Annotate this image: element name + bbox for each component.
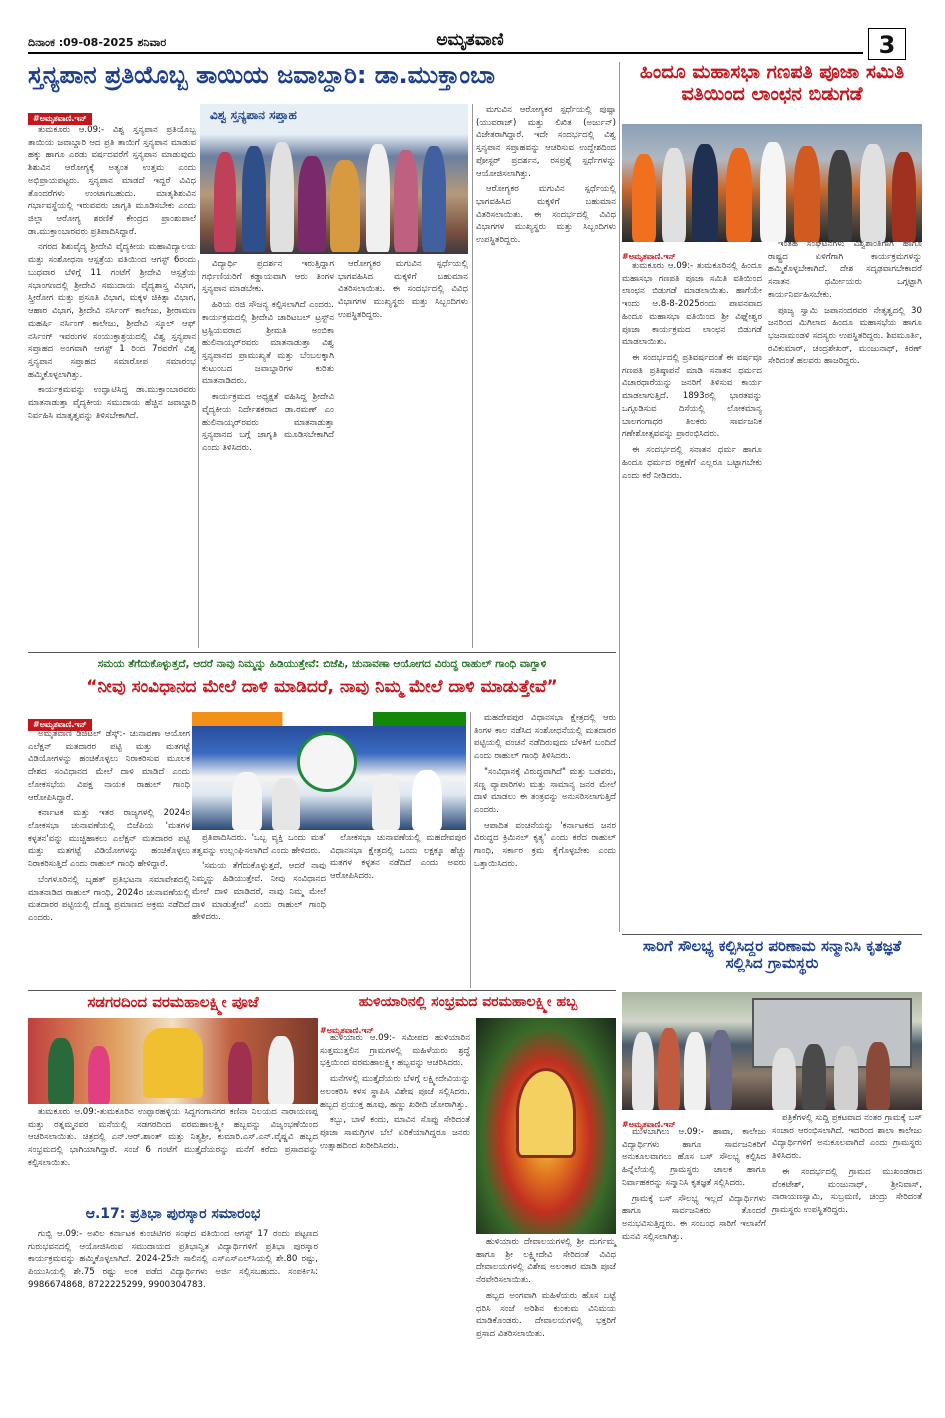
story3-para: "ಸಂವಿಧಾನಕ್ಕೆ ವಿರುದ್ಧವಾಗಿದೆ" ಮತ್ತು ಬಡವರು, ಸಣ್ಣ ವ್ಯಾಪಾರಿಗಳು ಮತ್ತು ಸಾಮಾನ್ಯ ಜನರ ಮೇಲೆ ದಾಳಿ ಮಾಡಲು ಈ ತಂತ್ರವನ್ನು ಅನುಸರಿಸಲಾಗುತ್ತಿದೆ ಎಂದರು. [474, 766, 616, 816]
story4-headline: ಸಡಗರದಿಂದ ವರಮಹಾಲಕ್ಷ್ಮೀ ಪೂಜೆ [87, 993, 259, 1011]
story1-para: ಮಗುವಿನ ಆರೋಗ್ಯಕರ ಸ್ಪರ್ಧೆಯಲ್ಲಿ ಪುಷ್ಪಾ (ಯುವರಾಜ್) ಮತ್ತು ಲಿಖಿತ (ಅರ್ಜುನ್) ವಿಜೇತರಾಗಿದ್ದಾರೆ. ಇದೇ ಸಂದರ್ಭದಲ್ಲಿ ವಿಶ್ವ ಸ್ತನ್ಯಪಾನ ಸಪ್ತಾಹವನ್ನು ಆಚರಿಸುವ ಉದ್ದೇಶದಿಂದ ಪೋಸ್ಟರ್ ಪ್ರದರ್ಶನ, ರಸಪ್ರಶ್ನೆ ಸ್ಪರ್ಧೆಗಳನ್ನು ಆಯೋಜಿಸಲಾಗಿತ್ತು. [476, 105, 616, 179]
story2-byline: #ಅಮೃತವಾಣಿ.ಇನ್ [622, 252, 676, 261]
story3-byline-box [28, 712, 188, 729]
story1-para: ಹಿರಿಯ ರಜಿ ಸೌಜನ್ಯ ಕಲ್ಪಿಸಲಾಗಿದೆ ಎಂದರು. ಕಾರ್ಯಕ್ರಮದಲ್ಲಿ ಶ್ರೀದೇವಿ ಚಾರಿಟಬಲ್ ಟ್ರಸ್ಟ್‌ನ ಟ್ರಸ್ಟಿಯವರಾದ ಶ್ರೀಮತಿ ಅಂಬಿಕಾ ಹುಲಿನಾಯ್ಕರ್‌ರವರು ಮಾತನಾಡುತ್ತಾ ವಿಶ್ವ ಸ್ತನ್ಯಪಾನದ ಪ್ರಾಮುಖ್ಯತೆ ಮತ್ತು ಬೆಂಬಲಕ್ಕಾಗಿ ಕುಟುಂಬದ ಜವಾಬ್ದಾರಿಗಳ ಕುರಿತು ಮಾತನಾಡಿದರು. [202, 300, 334, 387]
story2-headline: ಹಿಂದೂ ಮಹಾಸಭಾ ಗಣಪತಿ ಪೂಜಾ ಸಮಿತಿ ವತಿಯಿಂದ ಲಾಂಛನ ಬಿಡುಗಡೆ [639, 61, 905, 105]
story6-para: ಹಬ್ಬದ ಅಂಗವಾಗಿ ಮಹಿಳೆಯರು ಹೊಸ ಬಟ್ಟೆ ಧರಿಸಿ ಸಂಜೆ ಅರಿಶಿನ ಕುಂಕುಮ ವಿನಿಮಯ ಮಾಡಿಕೊಂಡರು. ದೇವಾಲಯಗಳಲ್ಲಿ ಭಕ್ತರಿಗೆ ಪ್ರಸಾದ ವಿತರಿಸಲಾಯಿತು. [476, 1290, 616, 1340]
story7-headline: ಸಾರಿಗೆ ಸೌಲಭ್ಯ ಕಲ್ಪಿಸಿದ್ದರ ಪರಿಣಾಮ ಸನ್ಮಾನಿಸಿ ಕೃತಜ್ಞತೆ ಸಲ್ಲಿಸಿದ ಗ್ರಾಮಸ್ಥರು [642, 937, 902, 973]
story7-col2 [772, 1112, 922, 1398]
story2-col2 [768, 238, 922, 930]
story1-para: ವಿದ್ಯಾರ್ಥಿ ಪ್ರದರ್ಶನ ಇರುತ್ತಿದ್ದಾಗ ಗರ್ಭಿಣಿಯರಿಗೆ ಕಡ್ಡಾಯವಾಗಿ ಆರು ತಿಂಗಳ ಸ್ತನ್ಯಪಾನ ಮಾಡಬೇಕು. [202, 259, 334, 295]
story3-col1 [28, 728, 190, 988]
section-rule [622, 934, 922, 935]
story1-col3 [476, 104, 616, 648]
story6-photo [476, 1018, 616, 1234]
story7-para: ಮುಳಬಾಗಿಲು ಆ.09:- ಹಾವಾ, ಕಾಲೇಜು ವಿದ್ಯಾರ್ಥಿಗಳು ಹಾಗೂ ಸಾರ್ವಜನಿಕರಿಗೆ ಅನುಕೂಲವಾಗಲು ಹೊಸ ಬಸ್ ಸೌಲಭ್ಯ ಕಲ್ಪಿಸಿದ ಹಿನ್ನೆಲೆಯಲ್ಲಿ ಗ್ರಾಮಸ್ಥರು ಚಾಲಕ ಹಾಗೂ ನಿರ್ವಾಹಕರನ್ನು ಸನ್ಮಾನಿಸಿ ಕೃತಜ್ಞತೆ ಸಲ್ಲಿಸಿದರು. [622, 1127, 766, 1188]
story7-col1 [622, 1126, 766, 1398]
story2-para: ತುಮಕೂರು ಆ.09:- ತುಮಕೂರಿನಲ್ಲಿ ಹಿಂದೂ ಮಹಾಸಭಾ ಗಣಪತಿ ಪೂಜಾ ಸಮಿತಿ ವತಿಯಿಂದ ಲಾಂಛನ ಬಿಡುಗಡೆ ಮಾಡಲಾಯಿತು. ಹಾಗೆಯೇ ಇಂದು ಆ.8-8-2025ರಂದು ಪಾವನವಾದ ಹಿಂದೂ ಮಹಾಸಭಾ ವತಿಯಿಂದ ಶ್ರೀ ವಿಘ್ನೇಶ್ವರ ಪೂಜಾ ಕಾರ್ಯಕ್ರಮದ ಲಾಂಛನ ಬಿಡುಗಡೆ ಮಾಡಲಾಯಿತು. [622, 261, 762, 348]
story6-col2 [476, 1236, 616, 1398]
story3-photo [192, 712, 466, 830]
story3-para: ಆಪಾದಿತ ವಂಚನೆಯನ್ನು 'ಕರ್ನಾಟಕದ ಜನರ ವಿರುದ್ಧದ ಕ್ರಿಮಿನಲ್ ಕೃತ್ಯ' ಎಂದು ಕರೆದ ರಾಹುಲ್ ಗಾಂಧಿ, ಸರ್ಕಾರ ಕ್ರಮ ಕೈಗೊಳ್ಳಬೇಕು ಎಂದು ಒತ್ತಾಯಿಸಿದರು. [474, 820, 616, 869]
masthead [0, 0, 945, 60]
story3-para: ಬೆಂಗಳೂರಿನಲ್ಲಿ ಬೃಹತ್ ಪ್ರತಿಭಟನಾ ಸಮಾವೇಶದಲ್ಲಿ ಮಾತನಾಡಿದ ರಾಹುಲ್ ಗಾಂಧಿ, 2024ರ ಚುನಾವಣೆಯಲ್ಲಿ ಮತದಾರರ ಪಟ್ಟಿಯಲ್ಲಿ ದೊಡ್ಡ ಪ್ರಮಾಣದ ಅಕ್ರಮ ನಡೆದಿದೆ ಎಂದರು. [28, 874, 190, 924]
photo-banner: ವಿಶ್ವ ಸ್ತನ್ಯಪಾನ ಸಪ್ತಾಹ [210, 108, 297, 122]
story6-headline: ಹುಳಿಯಾರಿನಲ್ಲಿ ಸಂಭ್ರಮದ ವರಮಹಾಲಕ್ಷ್ಮೀ ಹಬ್ಬ [358, 994, 578, 1010]
story3-col2 [192, 832, 326, 988]
story6-col1 [320, 1032, 470, 1398]
story1-col2 [202, 258, 334, 648]
story2-col1 [622, 260, 762, 930]
story5-para: ಗುಬ್ಬಿ ಆ.09:- ಅಖಿಲ ಕರ್ನಾಟಕ ಕುಂಚಿಟಿಗರ ಸಂಘದ ವತಿಯಿಂದ ಆಗಸ್ಟ್ 17 ರಂದು ಪಟ್ಟಣದ ಗುರುಭವನದಲ್ಲಿ ಆಯೋಜಿಸಿರುವ ಸಮುದಾಯದ ಪ್ರತಿಭಾನ್ವಿತ ವಿದ್ಯಾರ್ಥಿಗಳಿಗೆ ಪ್ರತಿಭಾ ಪುರಸ್ಕಾರ ಕಾರ್ಯಕ್ರಮವನ್ನು ಹಮ್ಮಿಕೊಳ್ಳಲಾಗಿದೆ. 2024-25ನೇ ಸಾಲಿನಲ್ಲಿ ಎಸ್ಎಸ್ಎಲ್‌ಸಿಯಲ್ಲಿ ಶೇ.80 ರಷ್ಟು, ಪಿಯುಸಿಯಲ್ಲಿ ಶೇ.75 ರಷ್ಟು ಅಂಕ ಪಡೆದ ವಿದ್ಯಾರ್ಥಿಗಳು ಅರ್ಜಿ ಸಲ್ಲಿಸಬಹುದು. ಸಂಪರ್ಕಿಸಿ: 9986674868, 8722225299, 9900304783. [28, 1229, 318, 1290]
newspaper-title: ಅಮೃತವಾಣಿ [436, 30, 504, 50]
story5-body [28, 1228, 318, 1398]
section-rule [28, 990, 616, 991]
story1-byline: #ಅಮೃತವಾಣಿ.ಇನ್ [28, 113, 92, 125]
lakshmi-idol [516, 1068, 576, 1158]
story1-col1 [28, 124, 196, 648]
story2-para: ಇಂತಹ ಸಂಘಟನೆಗಳು ವಿಶ್ವಶಾಂತಿಗಾಗಿ ಹಾಗೂ ರಾಷ್ಟ್ರದ ಏಳಿಗೆಗಾಗಿ ಕಾರ್ಯಕ್ರಮಗಳನ್ನು ಹಮ್ಮಿಕೊಳ್ಳಬೇಕಾಗಿದೆ. ದೇಶ ಸದೃಢವಾಗಬೇಕಾದರೆ ಸನಾತನ ಧರ್ಮೀಯರು ಒಗ್ಗಟ್ಟಾಗಿ ಕಾರ್ಯನಿರ್ವಹಿಸಬೇಕು. [768, 239, 922, 300]
story6-byline: #ಅಮೃತವಾಣಿ.ಇನ್ [320, 1026, 374, 1035]
story3-para: ಮಹದೇವಪುರ ವಿಧಾನಸಭಾ ಕ್ಷೇತ್ರದಲ್ಲಿ ಆರು ತಿಂಗಳ ಕಾಲ ನಡೆಸಿದ ಸಂಶೋಧನೆಯಲ್ಲಿ ಮತದಾರರ ಪಟ್ಟಿಯಲ್ಲಿ ವಂಚನೆ ನಡೆದಿರುವುದು ಬೆಳಕಿಗೆ ಬಂದಿದೆ ಎಂದು ರಾಹುಲ್ ಗಾಂಧಿ ತಿಳಿಸಿದರು. [474, 713, 616, 762]
story2-byline-box [622, 244, 742, 261]
story7-byline-box [622, 1112, 772, 1129]
column-divider [619, 62, 620, 932]
story1-para: ನಗರದ ಶಿಶುವೈದ್ಯ ಶ್ರೀದೇವಿ ವೈದ್ಯಕೀಯ ಮಹಾವಿದ್ಯಾಲಯ ಮತ್ತು ಸಂಶೋಧನಾ ಆಸ್ಪತ್ರೆಯ ವತಿಯಿಂದ ಆಗಸ್ಟ್ 6ರಂದು ಬುಧವಾರ ಬೆಳಿಗ್ಗೆ 11 ಗಂಟೆಗೆ ಶ್ರೀದೇವಿ ಆಸ್ಪತ್ರೆಯ ಸಭಾಂಗಣದಲ್ಲಿ ಶ್ರೀದೇವಿ ಸಮುದಾಯ ವೈದ್ಯಶಾಸ್ತ್ರ ವಿಭಾಗ, ಸ್ತ್ರೀರೋಗ ಮತ್ತು ಪ್ರಸೂತಿ ವಿಭಾಗ, ಮಕ್ಕಳ ಚಿಕಿತ್ಸಾ ವಿಭಾಗ, ಆಹಾರ ವಿಭಾಗ, ಶ್ರೀದೇವಿ ನರ್ಸಿಂಗ್ ಕಾಲೇಜು, ಶ್ರೀರಾಮಣ ಮಹರ್ಷಿ ನರ್ಸಿಂಗ್ ಕಾಲೇಜು, ಶ್ರೀದೇವಿ ಸ್ಕೂಲ್ ಆಫ್ ನರ್ಸಿಂಗ್ ಇವರುಗಳ ಸಂಯುಕ್ತಾಶ್ರಯದಲ್ಲಿ ವಿಶ್ವ ಸ್ತನ್ಯಪಾನ ಸಪ್ತಾಹದ ಅಂಗವಾಗಿ ಆಗಸ್ಟ್ 1 ರಿಂದ 7ರವರೆಗೆ ವಿಶ್ವ ಸ್ತನ್ಯಪಾನ ಸಪ್ತಾಹದ ಸಮಾರೋಪ ಸಮಾರಂಭ ಹಮ್ಮಿಕೊಳ್ಳಲಾಗಿತ್ತು. [28, 242, 196, 380]
story1-para: ಆರೋಗ್ಯಕರ ಮಗುವಿನ ಸ್ಪರ್ಧೆಯಲ್ಲಿ ಭಾಗವಹಿಸಿದ ಮಕ್ಕಳಿಗೆ ಬಹುಮಾನ ವಿತರಿಸಲಾಯಿತು. ಈ ಸಂದರ್ಭದಲ್ಲಿ ವಿವಿಧ ವಿಭಾಗಗಳ ಮುಖ್ಯಸ್ಥರು ಮತ್ತು ಸಿಬ್ಬಂದಿಗಳು ಉಪಸ್ಥಿತರಿದ್ದರು. [476, 184, 616, 246]
story3-para: ಕರ್ನಾಟಕ ಮತ್ತು ಇತರ ರಾಜ್ಯಗಳಲ್ಲಿ 2024ರ ಲೋಕಸಭಾ ಚುನಾವಣೆಯಲ್ಲಿ ಬಿಜೆಪಿಯ 'ಮತಗಳ ಕಳ್ಳತನ'ವನ್ನು ಮುಚ್ಚಿಹಾಕಲು ಎಲೆಕ್ಷನ್ ಮತದಾರರ ಪಟ್ಟಿ ಮತ್ತು ಮತಗಟ್ಟೆ ವಿಡಿಯೋಗಳನ್ನು ಹಂಚಿಕೊಳ್ಳಲು ನಿರಾಕರಿಸುತ್ತಿದೆ ಎಂದು ರಾಹುಲ್ ಗಾಂಧಿ ಹೇಳಿದ್ದಾರೆ. [28, 808, 190, 870]
story2-para: ಈ ಸಂದರ್ಭದಲ್ಲಿ ಸನಾತನ ಧರ್ಮ ಹಾಗೂ ಹಿಂದೂ ಧರ್ಮದ ರಕ್ಷಣೆಗೆ ಎಲ್ಲರೂ ಒಟ್ಟಾಗಬೇಕು ಎಂದು ಕರೆ ನೀಡಿದರು. [622, 445, 762, 481]
story6-para: ಹುಳಿಯಾರು ದೇವಾಲಯಗಳಲ್ಲಿ ಶ್ರೀ ದುರ್ಗಮ್ಮ ಹಾಗೂ ಶ್ರೀ ಲಕ್ಷ್ಮೀದೇವಿ ಸೇರಿದಂತೆ ವಿವಿಧ ದೇವಾಲಯಗಳಲ್ಲಿ ವಿಶೇಷ ಅಲಂಕಾರ ಮಾಡಿ ಪೂಜೆ ನೆರವೇರಿಸಲಾಯಿತು. [476, 1237, 616, 1286]
hand-symbol-icon [297, 732, 357, 792]
goddess-idol [143, 1028, 203, 1098]
story6-para: ಕಬ್ಬು, ಬಾಳೆ ಕಂದು, ಮಾವಿನ ಸೊಪ್ಪು ಸೇರಿದಂತೆ ಪೂಜಾ ಸಾಮಗ್ರಿಗಳ ಬೆಲೆ ಏರಿಕೆಯಾಗಿದ್ದರೂ ಜನರು ಉತ್ಸಾಹದಿಂದ ಖರೀದಿಸಿದರು. [320, 1115, 470, 1151]
story7-photo [622, 992, 922, 1110]
masthead-rule [28, 52, 863, 54]
story1-photo [200, 104, 468, 254]
story3-para: 'ಸಮಯ ತೆಗೆದುಕೊಳ್ಳುತ್ತದೆ, ಆದರೆ ನಾವು ನಿಮ್ಮನ್ನು ಹಿಡಿಯುತ್ತೇವೆ. ನೀವು ಸಂವಿಧಾನದ ಮೇಲೆ ದಾಳಿ ಮಾಡಿದರೆ, ನಾವು ನಿಮ್ಮ ಮೇಲೆ ದಾಳಿ ಮಾಡುತ್ತೇವೆ' ಎಂದು ರಾಹುಲ್ ಗಾಂಧಿ ಹೇಳಿದರು. [192, 861, 326, 923]
column-divider [472, 104, 473, 648]
story3-col3 [474, 712, 616, 988]
story1-para: ಕಾರ್ಯಕ್ರಮದ ಅಧ್ಯಕ್ಷತೆ ವಹಿಸಿದ್ದ ಶ್ರೀದೇವಿ ವೈದ್ಯಕೀಯ ನಿರ್ದೇಶಕರಾದ ಡಾ.ರಮಣ್ ಎಂ ಹುಲಿನಾಯ್ಕರ್‌ರವರು ಮಾತನಾಡುತ್ತಾ ಸ್ತನ್ಯಪಾನದ ಬಗ್ಗೆ ಜಾಗೃತಿ ಮೂಡಿಸಬೇಕಾಗಿದೆ ಎಂದು ತಿಳಿಸಿದರು. [202, 392, 334, 454]
story4-body [28, 1106, 318, 1204]
story1-byline-box [28, 106, 198, 123]
story7-para: ಪತ್ರಿಕೆಗಳಲ್ಲಿ ಸುದ್ದಿ ಪ್ರಕಟವಾದ ನಂತರ ಗ್ರಾಮಕ್ಕೆ ಬಸ್ ಸಂಚಾರ ಆರಂಭಿಸಲಾಗಿದೆ. ಇದರಿಂದ ಶಾಲಾ ಕಾಲೇಜು ವಿದ್ಯಾರ್ಥಿಗಳಿಗೆ ಅನುಕೂಲವಾಗಿದೆ ಎಂದು ಗ್ರಾಮಸ್ಥರು ತಿಳಿಸಿದರು. [772, 1113, 922, 1162]
story7-byline: #ಅಮೃತವಾಣಿ.ಇನ್ [622, 1120, 676, 1129]
column-divider [198, 260, 199, 648]
story7-para: ಈ ಸಂದರ್ಭದಲ್ಲಿ ಗ್ರಾಮದ ಮುಖಂಡರಾದ ವೆಂಕಟೇಶ್, ಮಂಜುನಾಥ್, ಶ್ರೀನಿವಾಸ್, ನಾರಾಯಣಸ್ವಾಮಿ, ಸುಬ್ರಮಣಿ, ಚಂದ್ರು ಸೇರಿದಂತೆ ಗ್ರಾಮಸ್ಥರು ಉಪಸ್ಥಿತರಿದ್ದರು. [772, 1166, 922, 1216]
story4-photo [28, 1018, 318, 1104]
story6-para: ಹುಳಿಯಾರು ಆ.09:- ಸಮೀಪದ ಹುಳಿಯಾರಿನ ಸುತ್ತಮುತ್ತಲಿನ ಗ್ರಾಮಗಳಲ್ಲಿ ಮಹಿಳೆಯರು ಶ್ರದ್ಧೆ ಭಕ್ತಿಯಿಂದ ವರಮಹಾಲಕ್ಷ್ಮೀ ಹಬ್ಬವನ್ನು ಆಚರಿಸಿದರು. [320, 1033, 470, 1069]
story1-headline: ಸ್ತನ್ಯಪಾನ ಪ್ರತಿಯೊಬ್ಬ ತಾಯಿಯ ಜವಾಬ್ದಾರಿ: ಡಾ.ಮುಕ್ತಾಂಬಾ [28, 61, 495, 89]
story1-col2b [338, 258, 468, 648]
story3-kicker: ಸಮಯ ತೆಗೆದುಕೊಳ್ಳುತ್ತದೆ, ಆದರೆ ನಾವು ನಿಮ್ಮನ್ನು ಹಿಡಿಯುತ್ತೇವೆ: ಬಿಜೆಪಿ, ಚುನಾವಣಾ ಆಯೋಗದ ವಿರುದ್ಧ ರಾಹುಲ್ ಗಾಂಧಿ ವಾಗ್ದಾಳಿ [97, 658, 547, 670]
story3-col2b [330, 832, 466, 988]
story1-para: ತುಮಕೂರು ಆ.09:- ವಿಶ್ವ ಸ್ತನ್ಯಪಾನ ಪ್ರತಿಯೊಬ್ಬ ತಾಯಿಯ ಜವಾಬ್ದಾರಿ ಆದ ಪ್ರತಿ ತಾಯಿಗೆ ಸ್ತನ್ಯಪಾನ ಮಾಡುವ ಹಕ್ಕು ಹಾಗೂ ಎರಡು ವರ್ಷದವರೆಗೆ ಸ್ತನ್ಯಪಾನ ಮಾಡುವುದು ಶಿಶುವಿನ ಆರೋಗ್ಯಕ್ಕೆ ಅತ್ಯಂತ ಉತ್ತಮ ಎಂದು ಅಭಿಪ್ರಾಯಪಟ್ಟರು. ಸ್ತನ್ಯಪಾನ ಮಾಡದೆ ಇದ್ದರೆ ವಿವಿಧ ತೊಂದರೆಗಳು ಉಂಟಾಗಬಹುದು. ಮಾತೃಶಿಶುವಿನ ಗರ್ಭಾವಸ್ಥೆಯಲ್ಲಿ ಇರುವವರು ಜಾಗೃತಿ ಮೂಡಿಸಬೇಕು ಎಂದು ಜಿಲ್ಲಾ ಆರೋಗ್ಯ ಶರಣಿಕೆ ಕೇಂದ್ರದ ಪ್ರಾಂಶುಪಾಲೆ ಡಾ.ಮುಕ್ತಾಂಬಾರವರು ಪ್ರತಿಪಾದಿಸಿದ್ದಾರೆ. [28, 125, 196, 237]
story3-byline: #ಅಮೃತವಾಣಿ.ಇನ್ [28, 719, 92, 731]
column-divider [470, 712, 471, 988]
story2-para: ಈ ಸಂದರ್ಭದಲ್ಲಿ ಪ್ರತಿವರ್ಷದಂತೆ ಈ ವರ್ಷವೂ ಗಣಪತಿ ಪ್ರತಿಷ್ಠಾಪನೆ ಮಾಡಿ ಸನಾತನ ಧರ್ಮದ ವಿಚಾರಧಾರೆಯನ್ನು ಜನರಿಗೆ ತಿಳಿಸುವ ಕಾರ್ಯ ಮಾಡಲಾಗುತ್ತಿದೆ. 1893ರಲ್ಲಿ ಭಾರತವನ್ನು ಒಗ್ಗೂಡಿಸುವ ದಿಸೆಯಲ್ಲಿ ಲೋಕಮಾನ್ಯ ಬಾಲಗಂಗಾಧರ ತಿಲಕರು ಸಾರ್ವಜನಿಕ ಗಣೇಶೋತ್ಸವವನ್ನು ಪ್ರಾರಂಭಿಸಿದರು. [622, 353, 762, 440]
story3-headline: “ನೀವು ಸಂವಿಧಾನದ ಮೇಲೆ ದಾಳಿ ಮಾಡಿದರೆ, ನಾವು ನಿಮ್ಮ ಮೇಲೆ ದಾಳಿ ಮಾಡುತ್ತೇವೆ” [86, 677, 558, 697]
story5-headline: ಆ.17: ಪ್ರತಿಭಾ ಪುರಸ್ಕಾರ ಸಮಾರಂಭ [85, 1206, 261, 1222]
story1-para: ಆರೋಗ್ಯಕರ ಮಗುವಿನ ಸ್ಪರ್ಧೆಯಲ್ಲಿ ಭಾಗವಹಿಸಿದ ಮಕ್ಕಳಿಗೆ ಬಹುಮಾನ ವಿತರಿಸಲಾಯಿತು. ಈ ಸಂದರ್ಭದಲ್ಲಿ ವಿವಿಧ ವಿಭಾಗಗಳ ಮುಖ್ಯಸ್ಥರು ಮತ್ತು ಸಿಬ್ಬಂದಿಗಳು ಉಪಸ್ಥಿತರಿದ್ದರು. [338, 259, 468, 320]
story3-para: ಲೋಕಸಭಾ ಚುನಾವಣೆಯಲ್ಲಿ ಮಹದೇವಪುರ ವಿಧಾನಸಭಾ ಕ್ಷೇತ್ರದಲ್ಲಿ ಒಂದು ಲಕ್ಷಕ್ಕೂ ಹೆಚ್ಚು ಮತಗಳ ಕಳ್ಳತನ ನಡೆದಿದೆ ಎಂದು ಅವರು ಆರೋಪಿಸಿದರು. [330, 833, 466, 882]
story2-photo [622, 124, 922, 242]
story6-byline-box [320, 1018, 470, 1035]
date-line: ದಿನಾಂಕ :09-08-2025 ಶನಿವಾರ [28, 36, 167, 49]
story7-para: ಗ್ರಾಮಕ್ಕೆ ಬಸ್ ಸೌಲಭ್ಯ ಇಲ್ಲದೆ ವಿದ್ಯಾರ್ಥಿಗಳು ಹಾಗೂ ಸಾರ್ವಜನಿಕರು ತೊಂದರೆ ಅನುಭವಿಸುತ್ತಿದ್ದರು. ಈ ಸಂಬಂಧ ಸಾರಿಗೆ ಇಲಾಖೆಗೆ ಮನವಿ ಸಲ್ಲಿಸಲಾಗಿತ್ತು. [622, 1193, 766, 1242]
section-rule [28, 652, 616, 653]
story3-para: ಪ್ರತಿಪಾದಿಸಿದರು. 'ಒಬ್ಬ ವ್ಯಕ್ತಿ ಒಂದು ಮತ' ತತ್ವವನ್ನು ಉಲ್ಲಂಘಿಸಲಾಗಿದೆ ಎಂದು ಹೇಳಿದರು. [192, 833, 326, 856]
story2-para: ಪೂಜ್ಯ ಸ್ವಾಮಿ ಜಪಾನಂದರವರ ನೇತೃತ್ವದಲ್ಲಿ 30 ಜನರಿಂದ ಮಿಗಿಲಾದ ಹಿಂದೂ ಮಹಾಸಭೆಯ ಹಾಗೂ ಭಜನಾಮಂಡಳಿ ಸದಸ್ಯರು ಉಪಸ್ಥಿತರಿದ್ದರು. ಶಿವಮೂರ್ತಿ, ರವಿಕುಮಾರ್, ಚಂದ್ರಶೇಖರ್, ಮಂಜುನಾಥ್, ಕಿರಣ್ ಸೇರಿದಂತೆ ಹಲವರು ಹಾಜರಿದ್ದರು. [768, 305, 922, 367]
story6-para: ಮನೆಗಳಲ್ಲಿ ಮುತ್ತೈದೆಯರು ಬೆಳಗ್ಗೆ ಲಕ್ಷ್ಮೀದೇವಿಯನ್ನು ಅಲಂಕರಿಸಿ ಕಳಸ ಸ್ಥಾಪಿಸಿ ವಿಶೇಷ ಪೂಜೆ ಸಲ್ಲಿಸಿದರು. ಹಬ್ಬದ ಪ್ರಯುಕ್ತ ಹೂವು, ಹಣ್ಣು ಖರೀದಿ ಜೋರಾಗಿತ್ತು. [320, 1074, 470, 1110]
story4-para: ತುಮಕೂರು ಆ.09:-ತುಮಕೂರಿನ ಉಪ್ಪಾರಹಳ್ಳಿಯ ಸಿದ್ದಗಂಗಾನಗರ ಕಣಿನಾ ನಿಲಯದ ನಾರಾಯಣಪ್ಪ ಮತ್ತು ರತ್ನಮ್ಮನವರ ಮನೆಯಲ್ಲಿ ಸಡಗರದಿಂದ ವರಮಹಾಲಕ್ಷ್ಮೀ ಹಬ್ಬವನ್ನು ವಿಜೃಂಭಣೆಯಿಂದ ಆಚರಿಸಲಾಯಿತು. ಚಿತ್ರದಲ್ಲಿ ಎನ್.ಆರ್.ಶಾಂತ್ ಮತ್ತು ನಿತ್ಯಶ್ರೀ, ಕುಮಾರಿ.ಎಸ್.ಎನ್.ವೈಷ್ಣವಿ ಹಬ್ಬದ ಸಂಭ್ರಮದಲ್ಲಿ ಭಾಗಿಯಾಗಿದ್ದಾರೆ. ಸಂಜೆ 6 ಗಂಟೆಗೆ ಮುತ್ತೈದೆಯರನ್ನು ಮನೆಗೆ ಕರೆದು ಪ್ರಸಾದವನ್ನು ಕಲ್ಪಿಸಲಾಯಿತು. [28, 1107, 318, 1168]
story3-para: ಅಮೃತವಾಣಿ ಡಿಜಿಟಲ್ ಡೆಸ್ಕ್:- ಚುನಾವಣಾ ಆಯೋಗ ಎಲೆಕ್ಷನ್ ಮತದಾರರ ಪಟ್ಟಿ ಮತ್ತು ಮತಗಟ್ಟೆ ವಿಡಿಯೋಗಳನ್ನು ಹಂಚಿಕೊಳ್ಳಲು ನಿರಾಕರಿಸುವ ಮೂಲಕ ದೇಶದ ಸಂವಿಧಾನದ ಮೇಲೆ ದಾಳಿ ಮಾಡಿದೆ ಎಂದು ಲೋಕಸಭೆಯ ವಿಪಕ್ಷ ನಾಯಕ ರಾಹುಲ್ ಗಾಂಧಿ ಆರೋಪಿಸಿದ್ದಾರೆ. [28, 729, 190, 803]
story1-para: ಕಾರ್ಯಕ್ರಮವನ್ನು ಉದ್ಘಾಟಿಸಿದ್ದ ಡಾ.ಮುಕ್ತಾಂಬಾರವರು ಮಾತನಾಡುತ್ತಾ ವೈದ್ಯಕೀಯ ಸಮುದಾಯ ಹೆಚ್ಚಿನ ಜವಾಬ್ದಾರಿ ನಿರ್ವಹಿಸಿ ಮಾತೃತ್ವವನ್ನು ತಿಳಿಸಬೇಕಾಗಿದೆ. [28, 385, 196, 421]
page-number: 3 [868, 28, 906, 60]
